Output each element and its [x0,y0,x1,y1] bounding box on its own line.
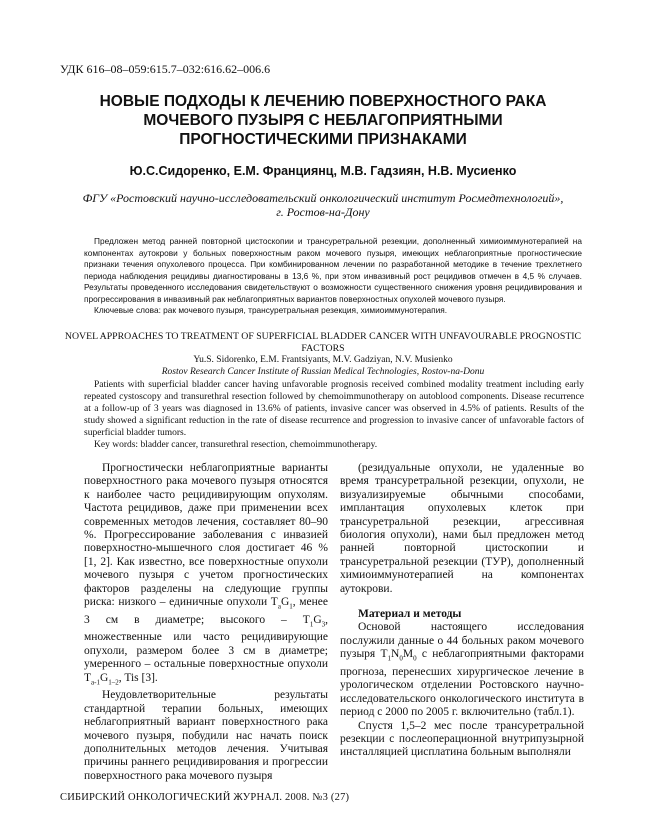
abstract-english [84,379,584,451]
abstract-russian [84,236,582,317]
affiliation-line-2: г. Ростов-на-Дону [276,205,370,219]
affiliation-line-1: ФГУ «Ростовский научно-исследовательский онкологический институт Росмедтехнологий», [82,191,564,205]
abstract-en-text: Patients with superficial bladder cancer having unfavorable prognosis received combined modality treatment including early repeated cystoscopy and transurethral resection followed by chemoimmunotherapy on autoblood components. Disease recurrence at a follow-up of 3 years was diagnosed in 13.6% of patients, invasive cancer was observed in 4.5% of patients. Results of the study showed a significant reduction in the rate of disease recurrence and progression to invasive cancer of unfavorable factors of superficial bladder tumors. [84,380,584,438]
body-column-left [84,462,328,783]
article-title: НОВЫЕ ПОДХОДЫ К ЛЕЧЕНИЮ ПОВЕРХНОСТНОГО РАКА МОЧЕВОГО ПУЗЫРЯ С НЕБЛАГОПРИЯТНЫМИ ПРОГНОСТИЧЕСКИМИ ПРИЗНАКАМИ [99,93,547,148]
journal-footer: СИБИРСКИЙ ОНКОЛОГИЧЕСКИЙ ЖУРНАЛ. 2008. №3 (27) [60,792,350,803]
authors: Ю.С.Сидоренко, Е.М. Франциянц, М.В. Гадзиян, Н.В. Мусиенко [129,164,517,178]
section-heading: Материал и методы [358,608,462,621]
body-paragraph: Неудовлетворительные результаты стандартной терапии больных, имеющих неблагоприятный вариант поверхностного рака мочевого пузыря, побудили нас начать поиск дополнительных методов лечения. Учитывая причины раннего рецидивирования и прогрессии поверхностного рака мочевого пузыря [84,689,328,782]
body-paragraph: Основой настоящего исследования послужили данные о 44 больных раком мочевого пузыря $T_1N_0M_0$ с неблагоприятными факторами прогноза, перенесших хирургическое лечение в урологическом отделении Ростовского научно-исследовательского онкологического института в период с 2000 по 2005 г. включительно (табл.1). [340,621,584,719]
english-authors: Yu.S. Sidorenko, E.M. Frantsiyants, M.V. Gadziyan, N.V. Musienko [193,355,453,365]
affiliation [60,191,586,219]
english-title: NOVEL APPROACHES TO TREATMENT OF SUPERFICIAL BLADDER CANCER WITH UNFAVOURABLE PROGNOSTIC FACTORS [64,331,582,354]
keywords-ru: Ключевые слова: рак мочевого пузыря, трансуретральная резекция, химиоиммунотерапия. [94,305,448,315]
body-paragraph: (резидуальные опухоли, не удаленные во время трансуретральной резекции, опухоли, не визуализируемые обычными способами, имплантация опухолевых клеток при трансуретральной резекции, агрессивная биология опухоли), нами был предложен метод ранней повторной цистоскопии и трансуретральной резекции (ТУР), дополненный химиоиммунотерапией на компонентах аутокрови. [340,462,584,595]
body-column-right [340,462,584,760]
body-paragraph: Спустя 1,5–2 мес после трансуретральной резекции с послеоперационной внутрипузырной инсталляцией цисплатина больным выполняли [340,719,584,759]
abstract-ru-text: Предложен метод ранней повторной цистоскопии и трансуретральной резекции, дополненный химиоиммунотерапией на компонентах аутокрови у больных поверхностным раком мочевого пузыря, имеющих неблагоприятные прогностические признаки течения опухолевого процесса. При комбинированном лечении по разработанной методике в течение трехлетнего периода наблюдения рецидивы диагностированы в 13,6 %, при этом инвазивный рост рецидивов отмечен в 4,5 % случаев. Результаты проведенного исследования свидетельствуют о возможности существенного снижения уровня рецидивирования и прогрессирования в инвазивный рак неблагоприятных вариантов поверхностных опухолей мочевого пузыря. [84,236,582,304]
keywords-en: Key words: bladder cancer, transurethral resection, chemoimmunotherapy. [94,440,378,450]
english-affiliation: Rostov Research Cancer Institute of Russian Medical Technologies, Rostov-na-Donu [161,367,485,377]
udk-code: УДК 616–08–059:615.7–032:616.62–006.6 [60,62,271,76]
body-paragraph: Прогностически неблагоприятные варианты поверхностного рака мочевого пузыря относятся к наиболее часто рецидивирующим опухолям. Частота рецидивов, даже при применении всех современных методов лечения, составляет 80–90 %. Прогрессирование заболевания с инвазией поверхностно-мышечного слоя достигает 46 % [1, 2]. Как известно, все поверхностные опухоли мочевого пузыря с учетом прогностических факторов разделены на следующие группы риска: низкого – единичные опухоли $T_aG_1$, менее 3 см в диаметре; высокого – $T_1G_3$, множественные или часто рецидивирующие опухоли, размером более 3 см в диаметре; умеренного – остальные поверхностные опухоли $T_{a-1}G_{1-2}$, Tis [3]. [84,462,328,686]
